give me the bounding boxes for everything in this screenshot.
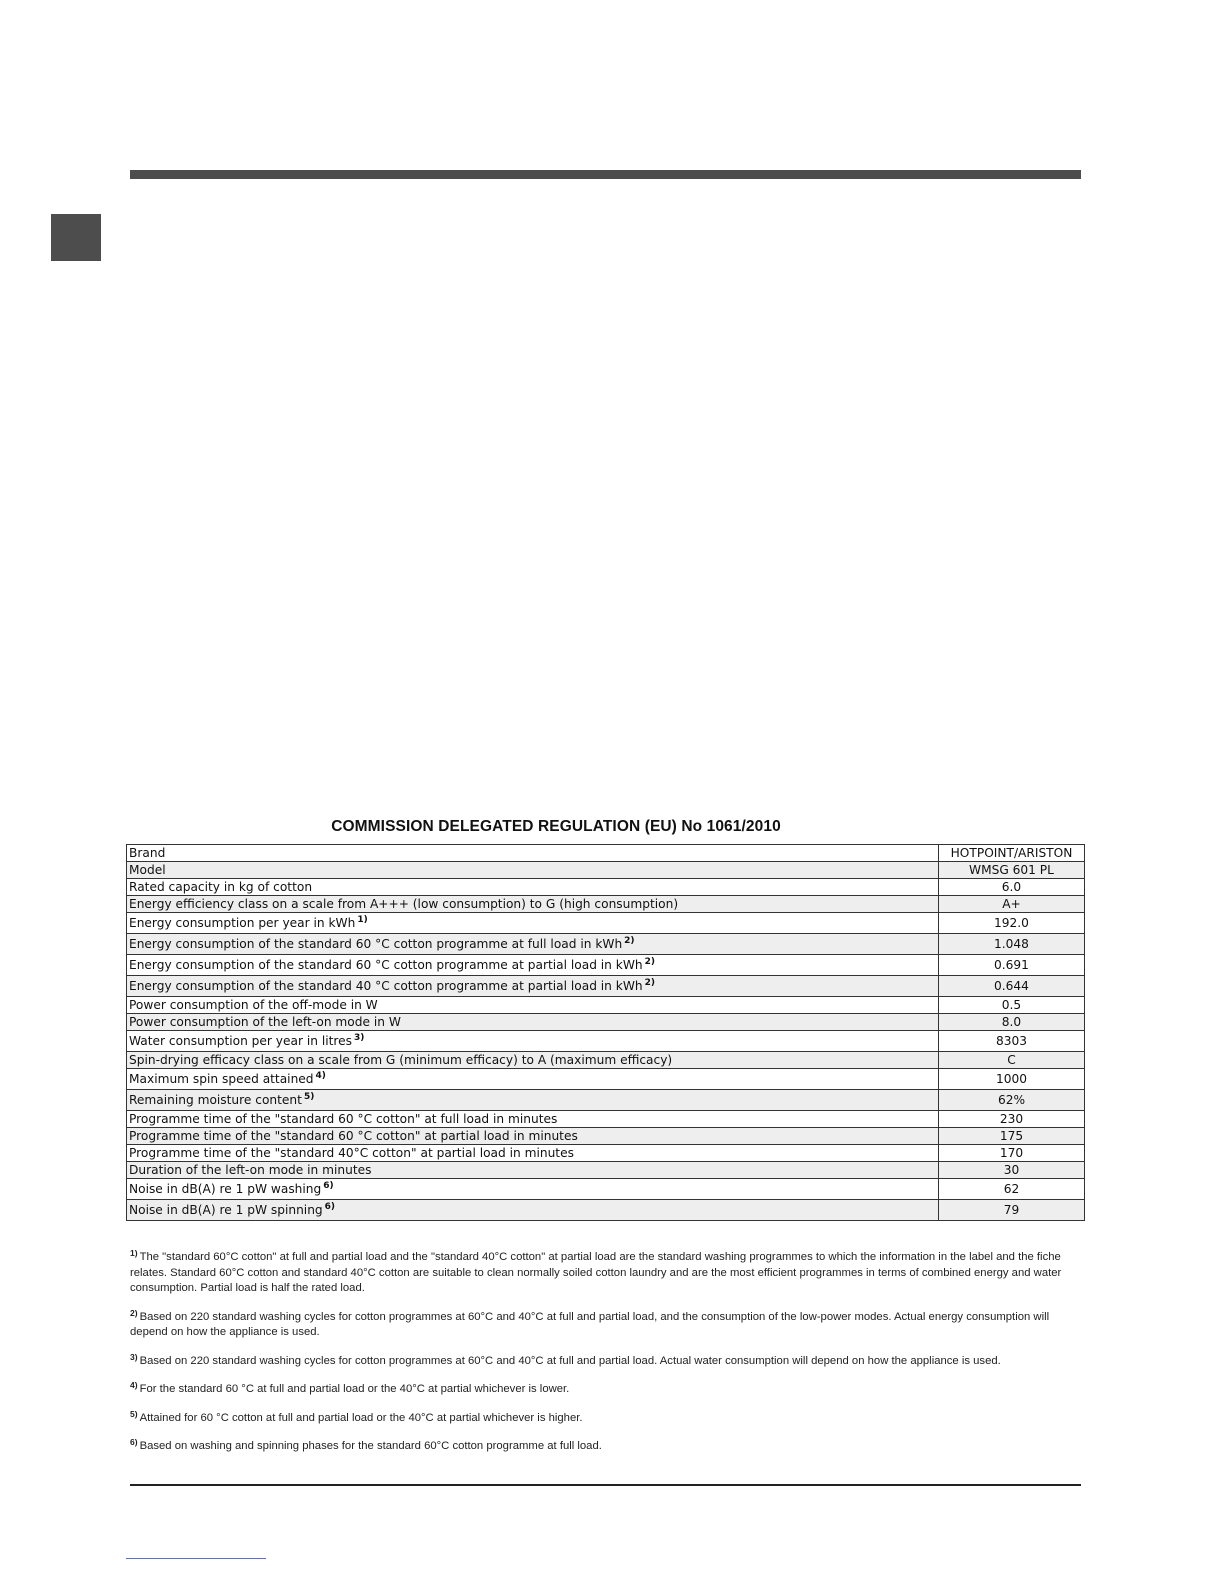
row-label: Model [127,862,939,879]
table-row [127,1200,1085,1221]
footnote-ref: 6) [324,1201,336,1212]
row-label: Duration of the left-on mode in minutes [127,1162,939,1179]
row-value: 8303 [939,1031,1085,1052]
table-row [127,1145,1085,1162]
footnote-mark: 4) [130,1380,138,1390]
row-label: Energy consumption of the standard 60 °C cotton programme at partial load in kWh $^{2)}$ [127,955,939,976]
table-row [127,1014,1085,1031]
row-value: A+ [939,896,1085,913]
row-value: 175 [939,1128,1085,1145]
row-label: Water consumption per year in litres $^{3)}$ [127,1031,939,1052]
row-label: Energy efficiency class on a scale from A+++ (low consumption) to G (high consumption) [127,896,939,913]
table-row [127,1162,1085,1179]
row-label: Remaining moisture content $^{5)}$ [127,1090,939,1111]
row-value: 0.644 [939,976,1085,997]
table-row [127,955,1085,976]
footnote-ref: 2) [624,935,635,946]
footnote-mark: 6) [130,1437,138,1447]
row-label: Energy consumption of the standard 60 °C cotton programme at full load in kWh $^{2)}$ [127,934,939,955]
table-row [127,1179,1085,1200]
table-row [127,1128,1085,1145]
row-label: Programme time of the "standard 60 °C cotton" at partial load in minutes [127,1128,939,1145]
table-row [127,913,1085,934]
row-value: 62% [939,1090,1085,1111]
table-row [127,896,1085,913]
table-row [127,997,1085,1014]
footer-rule [130,1484,1081,1486]
product-fiche-table [126,844,1085,1221]
row-value: 230 [939,1111,1085,1128]
footnote-ref: 5) [303,1091,315,1102]
row-value: 62 [939,1179,1085,1200]
footnote: $^{1)}$ The "standard 60°C cotton" at full and partial load and the "standard 40°C cotton" at partial load are the standard washing programmes to which the information in the label and the fiche relates. Standard 60°C cotton and standard 40°C cotton are suitable to clean normally soiled cotton laundry and are the most efficient programmes in terms of combined energy and water consumption. Partial load is half the rated load. [130,1248,1062,1294]
footnote-ref: 4) [315,1070,326,1081]
table-row [127,1052,1085,1069]
table-row [127,845,1085,862]
row-label: Brand [127,845,939,862]
row-value: 1.048 [939,934,1085,955]
table-row [127,862,1085,879]
row-label: Energy consumption of the standard 40 °C cotton programme at partial load in kWh $^{2)}$ [127,976,939,997]
footnote-ref: 2) [644,956,656,967]
footnote: $^{2)}$ Based on 220 standard washing cycles for cotton programmes at 60°C and 40°C at full and partial load, and the consumption of the low-power modes. Actual energy consumption will depend on how the appliance is used. [130,1307,1050,1338]
footnote-mark: 2) [130,1307,138,1318]
row-label: Programme time of the "standard 40°C cotton" at partial load in minutes [127,1145,939,1162]
row-value: 0.5 [939,997,1085,1014]
row-value: 30 [939,1162,1085,1179]
row-label: Rated capacity in kg of cotton [127,879,939,896]
table-row [127,1090,1085,1111]
row-value: 170 [939,1145,1085,1162]
footnote-ref: 6) [323,1180,334,1191]
row-value: 8.0 [939,1014,1085,1031]
row-value: 6.0 [939,879,1085,896]
footnote-ref: 1) [357,914,368,925]
row-value: WMSG 601 PL [939,862,1085,879]
footnote: $^{6)}$ Based on washing and spinning phases for the standard 60°C cotton programme at full load. [130,1437,602,1452]
page-link-underline [126,1558,266,1559]
row-label: Energy consumption per year in kWh $^{1)}$ [127,913,939,934]
row-value: 0.691 [939,955,1085,976]
row-value: C [939,1052,1085,1069]
row-label: Power consumption of the off-mode in W [127,997,939,1014]
row-label: Noise in dB(A) re 1 pW washing $^{6)}$ [127,1179,939,1200]
footnote-mark: 1) [130,1248,138,1258]
footnote: $^{3)}$ Based on 220 standard washing cycles for cotton programmes at 60°C and 40°C at full and partial load. Actual water consumption will depend on how the appliance is used. [130,1351,1001,1367]
table-row [127,976,1085,997]
footnotes [130,1250,1085,1468]
row-label: Spin-drying efficacy class on a scale from G (minimum efficacy) to A (maximum efficacy) [127,1052,939,1069]
footnote-mark: 5) [130,1408,138,1419]
table-row [127,1111,1085,1128]
footnote-ref: 3) [354,1032,365,1043]
row-label: Programme time of the "standard 60 °C cotton" at full load in minutes [127,1111,939,1128]
footnote: $^{4)}$ For the standard 60 °C at full and partial load or the 40°C at partial whichever is lower. [130,1380,570,1395]
row-label: Noise in dB(A) re 1 pW spinning $^{6)}$ [127,1200,939,1221]
row-label: Power consumption of the left-on mode in W [127,1014,939,1031]
table-row [127,934,1085,955]
regulation-title: COMMISSION DELEGATED REGULATION (EU) No 1061/2010 [331,818,781,835]
row-value: HOTPOINT/ARISTON [939,845,1085,862]
table-row [127,879,1085,896]
row-value: 1000 [939,1069,1085,1090]
row-value: 79 [939,1200,1085,1221]
table-row [127,1031,1085,1052]
row-value: 192.0 [939,913,1085,934]
footnote-mark: 3) [130,1351,138,1362]
language-tab-marker [51,214,101,261]
footnote: $^{5)}$ Attained for 60 °C cotton at full and partial load or the 40°C at partial whichever is higher. [130,1408,583,1424]
header-rule [130,170,1081,179]
row-label: Maximum spin speed attained $^{4)}$ [127,1069,939,1090]
table-row [127,1069,1085,1090]
footnote-ref: 2) [644,977,656,988]
